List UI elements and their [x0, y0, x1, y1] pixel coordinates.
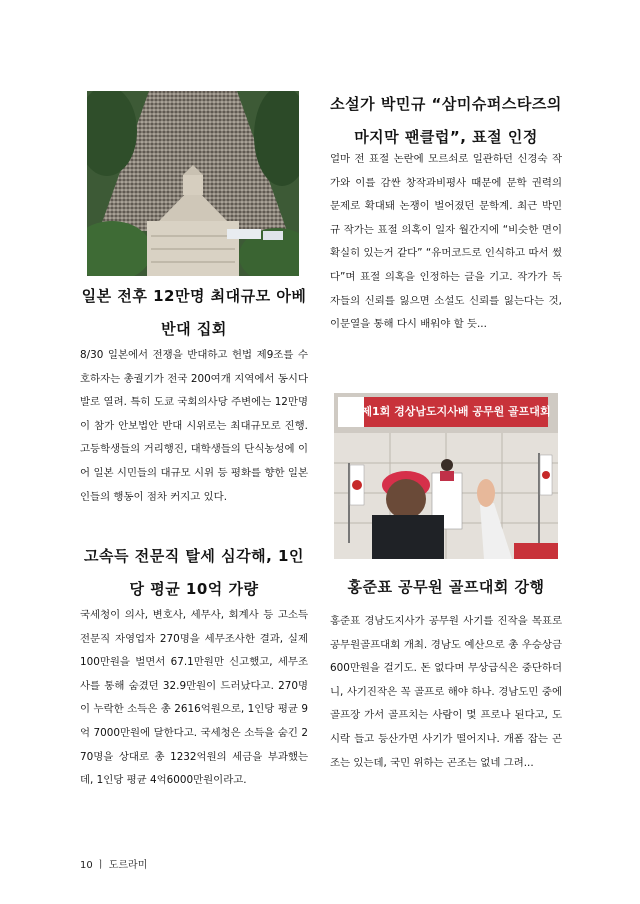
article-body: 얼마 전 표절 논란에 모르쇠로 일관하던 신경숙 작가와 이를 감싼 창작과비평사 때문에 문학 권력의 문제로 확대돼 논쟁이 벌어졌던 문학계. 최근 박민규 작가는 표절 의혹이 일자 월간지에 “비슷한 면이 확실히 있는거 같다” “유머코드로 인식하고 따서 썼다”며 표절 의혹을 인정하는 글을 기고. 작가가 독자들의 신뢰를 잃으면 소설도 신뢰를 잃는다는 것, 이문열을 통해 다시 배워야 할 듯... [330, 153, 562, 331]
article-title: 고속득 전문직 탈세 심각해, 1인당 평균 10억 가량 [84, 547, 304, 598]
article-title: 홍준표 공무원 골프대회 강행 [347, 578, 545, 596]
page-footer: 10 ㅣ 도르라미 [80, 860, 148, 871]
banner-text: 제1회 경상남도지사배 공무원 골프대회 [361, 405, 551, 418]
golf-tournament-photo [334, 393, 558, 559]
article-body: 국세청이 의사, 변호사, 세무사, 회계사 등 고소득 전문직 자영업자 270명을 세무조사한 결과, 실제 100만원을 벌면서 67.1만원만 신고했고, 세무조사를 통해 숨겼던 32.9만원이 드러났다고. 270명이 누락한 소득은 총 2616억원으로, 1인당 평균 9억 7000만원에 달한다고. 국세청은 소득을 숨긴 270명을 상대로 총 1232억원의 세금을 부과했는데, 1인당 평균 4억6000만원이라고. [80, 609, 308, 787]
article-title: 소설가 박민규 “삼미슈퍼스타즈의 마지막 팬클럽”, 표절 인정 [330, 95, 562, 146]
diet-rally-photo [87, 91, 299, 276]
article-body: 8/30 일본에서 전쟁을 반대하고 헌법 제9조를 수호하자는 총궐기가 전국 200여개 지역에서 동시다발로 열려. 특히 도쿄 국회의사당 주변에는 12만명이 참가 안보법안 반대 시위로는 최대규모로 진행. 고등학생들의 거리행진, 대학생들의 단식농성에 이어 일본 시민들의 대규모 시위 등 평화를 향한 일본인들의 행동이 점차 커지고 있다. [80, 349, 308, 503]
article-body: 홍준표 경남도지사가 공무원 사기를 진작을 목표로 공무원골프대회 개최. 경남도 예산으로 총 우승상금 600만원을 걸기도. 돈 없다며 무상급식은 중단하더니, 사기진작은 꼭 골프로 해야 하나. 경남도민 중에 골프장 가서 골프치는 사람이 몇 프로나 된다고, 도시락 들고 등산가면 사기가 떨어지나. 개폼 잡는 곤조는 있는데, 국민 위하는 곤조는 없네 그려... [330, 615, 562, 769]
article-title: 일본 전후 12만명 최대규모 아베반대 집회 [81, 287, 307, 338]
